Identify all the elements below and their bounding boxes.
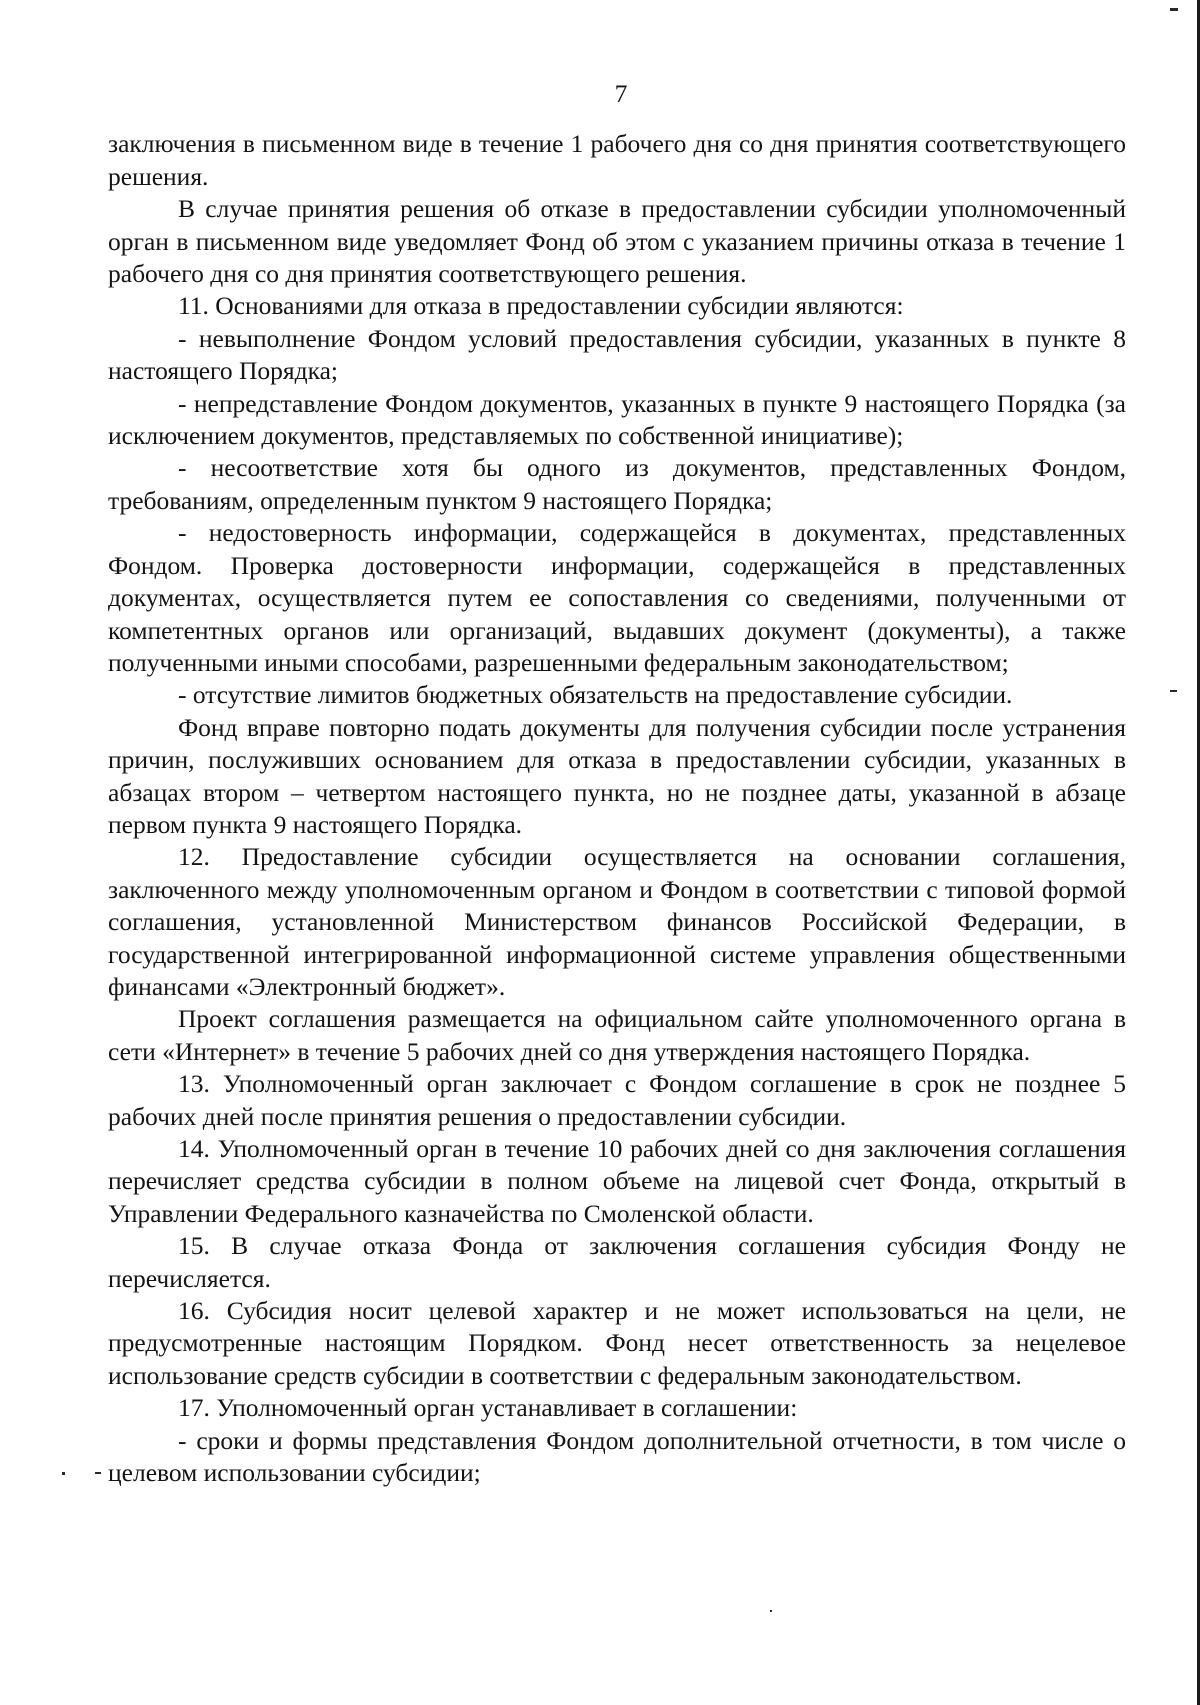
paragraph-refusal-notice: В случае принятия решения об отказе в предоставлении субсидии уполномоченный орган в письменном виде уведомляет Фонд об этом с указанием причины отказа в течение 1 рабочего дня со дня принятия соответствующего решения. (108, 194, 1126, 289)
paragraph-ground-2: - непредставление Фондом документов, указанных в пункте 9 настоящего Порядка (за исключением документов, представляемых по собственной инициативе); (108, 388, 1126, 451)
paragraph-item-15: 15. В случае отказа Фонда от заключения соглашения субсидия Фонду не перечисляется. (108, 1231, 1126, 1293)
paragraph-item-16: 16. Субсидия носит целевой характер и не может использоваться на цели, не предусмотренные настоящим Порядком. Фонд несет ответственность за нецелевое использование средств субсидии в соответствии с федеральным законодательством. (108, 1296, 1126, 1390)
paragraph-continuation: заключения в письменном виде в течение 1 рабочего дня со дня принятия соответствующего решения. (108, 129, 1126, 191)
paragraph-ground-5: - отсутствие лимитов бюджетных обязательств на предоставление субсидии. (178, 680, 1013, 710)
paragraph-item-17: 17. Уполномоченный орган устанавливает в соглашении: (178, 1393, 798, 1423)
paragraph-resubmission: Фонд вправе повторно подать документы для получения субсидии после устранения причин, послуживших основанием для отказа в предоставлении субсидии, указанных в абзацах втором – четвертом настоящего пункта, но не позднее даты, указанной в абзаце первом пункта 9 настоящего Порядка. (108, 712, 1126, 839)
paragraph-ground-3: - несоответствие хотя бы одного из документов, представленных Фондом, требованиям, определенным пунктом 9 настоящего Порядка; (108, 453, 1126, 515)
scan-mark-bottom-dot (770, 1610, 772, 1612)
scan-mark-right (1170, 690, 1177, 692)
paragraph-item-12: 12. Предоставление субсидии осуществляется на основании соглашения, заключенного между уполномоченным органом и Фондом в соответствии с типовой формой соглашения, установленной Министерством финансов Российской Федерации, в государственной интегрированной информационной системе управления общественными финансами «Электронный бюджет». (108, 842, 1126, 1001)
paragraph-item-14: 14. Уполномоченный орган в течение 10 рабочих дней со дня заключения соглашения перечисляет средства субсидии в полном объеме на лицевой счет Фонда, открытый в Управлении Федерального казначейства по Смоленской области. (108, 1134, 1126, 1228)
scan-mark-left-dot (62, 1472, 65, 1475)
paragraph-item-17-reporting: - сроки и формы представления Фондом дополнительной отчетности, в том числе о целевом использовании субсидии; (108, 1425, 1126, 1488)
paragraph-draft-agreement: Проект соглашения размещается на официальном сайте уполномоченного органа в сети «Интернет» в течение 5 рабочих дней со дня утверждения настоящего Порядка. (108, 1004, 1126, 1066)
paragraph-ground-4: - недостоверность информации, содержащейся в документах, представленных Фондом. Проверка достоверности информации, содержащейся в представленных документах, осуществляется путем ее сопоставления со сведениями, полученными от компетентных органов или организаций, выдавших документ (документы), а также полученными иными способами, разрешенными федеральным законодательством; (108, 518, 1126, 677)
paragraph-ground-1: - невыполнение Фондом условий предоставления субсидии, указанных в пункте 8 настоящего Порядка; (108, 323, 1126, 386)
document-body (108, 78, 1126, 1489)
paragraph-item-11: 11. Основаниями для отказа в предоставлении субсидии являются: (178, 291, 904, 321)
page-number: 7 (614, 79, 628, 108)
paragraph-item-13: 13. Уполномоченный орган заключает с Фондом соглашение в срок не позднее 5 рабочих дней после принятия решения о предоставлении субсидии. (108, 1069, 1126, 1131)
scan-mark-top-right (1170, 8, 1178, 11)
scan-mark-left-dash (95, 1472, 101, 1474)
